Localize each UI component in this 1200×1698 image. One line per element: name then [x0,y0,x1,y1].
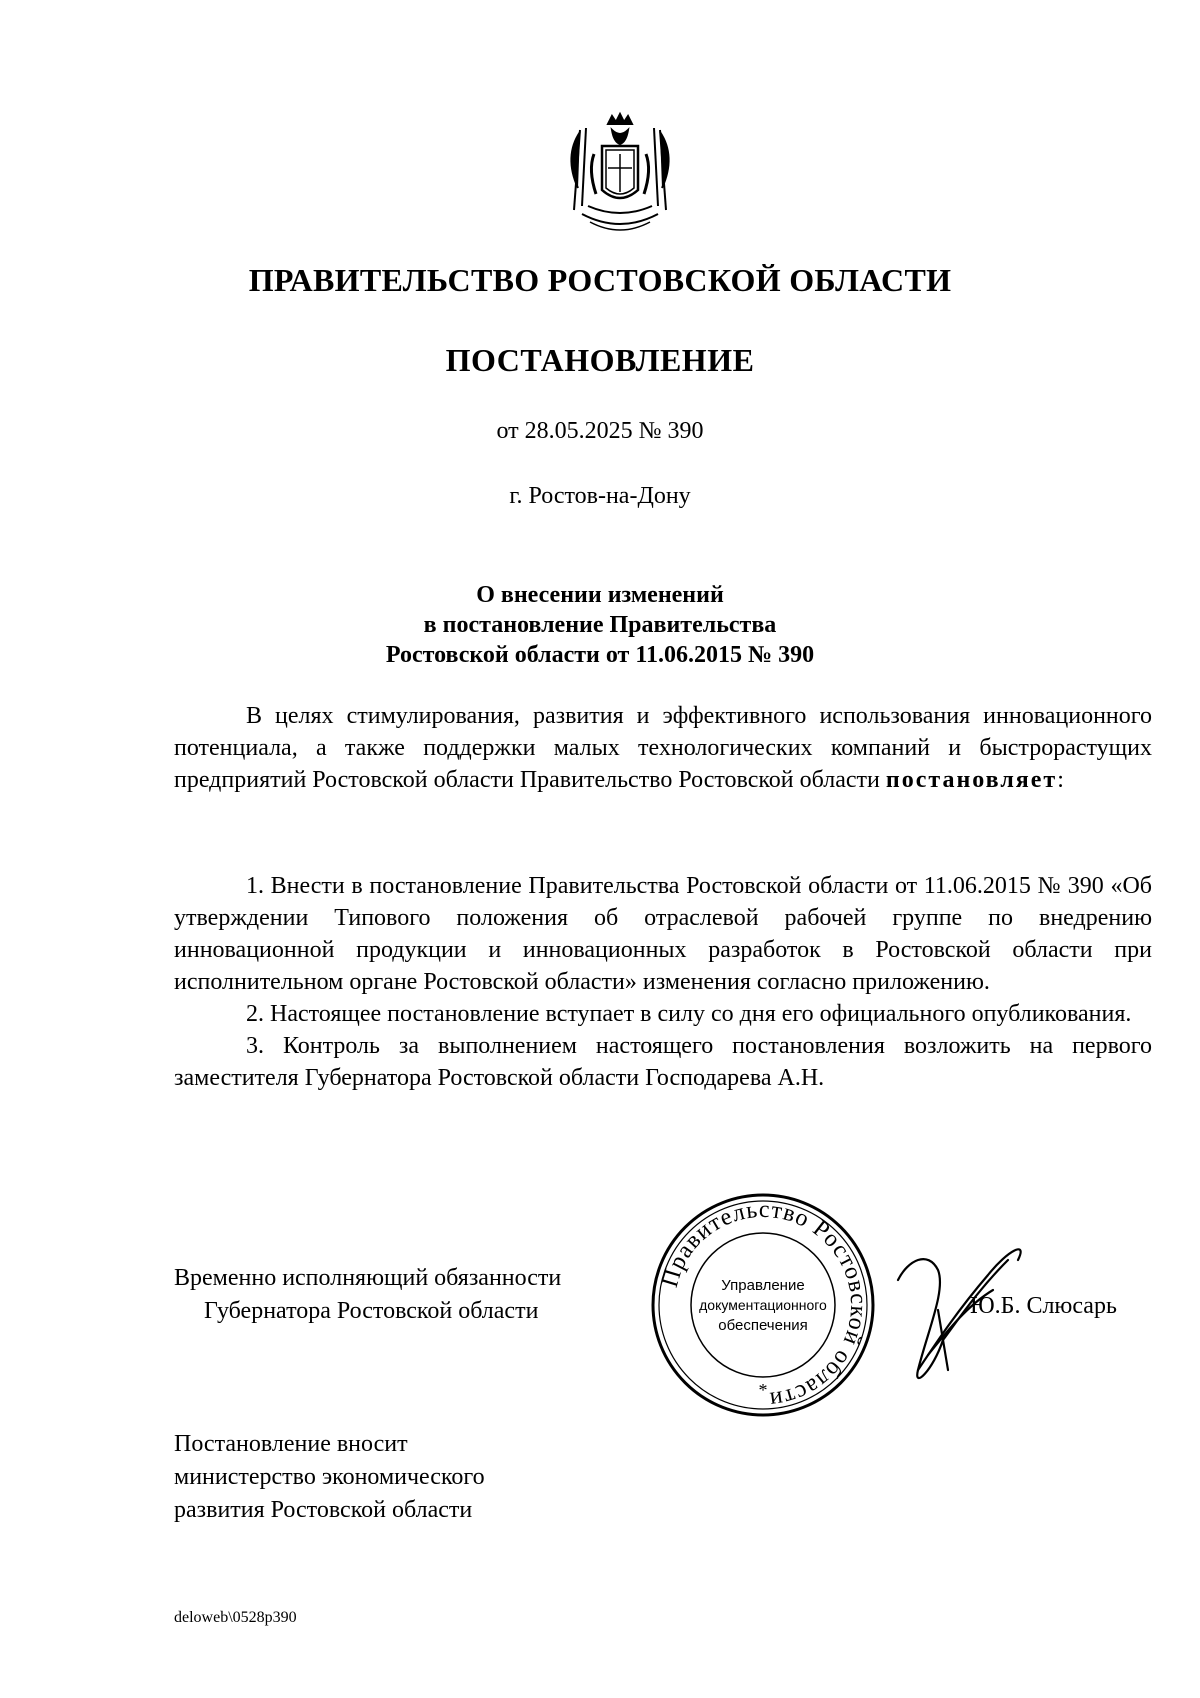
seal-outer-text: Правительство Ростовской области [656,1196,872,1413]
submitter-block [174,1428,485,1527]
submitter-line: министерство экономического [174,1464,485,1490]
seal-inner-line: обеспечения [718,1317,808,1334]
preamble-keyword: постановляет [885,767,1058,793]
document-type: ПОСТАНОВЛЕНИЕ [445,342,755,378]
seal-inner-line: Управление [721,1277,805,1294]
file-reference: deloweb\0528p390 [174,1609,297,1626]
signatory-name: Ю.Б. Слюсарь [970,1293,1117,1319]
organization-title: ПРАВИТЕЛЬСТВО РОСТОВСКОЙ ОБЛАСТИ [248,262,952,298]
document-city: г. Ростов-на-Дону [509,483,691,509]
subject-line: в постановление Правительства [423,612,777,638]
official-seal-stamp [648,1190,878,1420]
preamble-text: В целях стимулирования, развития и эффективного использования инновационного потенциала, а также поддержки малых технологических компаний и быстрорастущих предприятий Ростовской области Правительство Ростовской области [174,703,1152,793]
item-paragraph: 3. Контроль за выполнением настоящего постановления возложить на первого заместителя Губернатора Ростовской области Господарева А.Н. [174,1033,1152,1091]
position-line: Временно исполняющий обязанности [174,1265,562,1291]
preamble-paragraph [174,700,1152,796]
subject-line: О внесении изменений [476,582,724,608]
submitter-line: Постановление вносит [174,1431,408,1457]
item-paragraph: 1. Внести в постановление Правительства Ростовской области от 11.06.2015 № 390 «Об утверждении Типового положения об отраслевой рабочей группе по внедрению инновационной продукции и инновационных разработок в Ростовской области при исполнительном органе Ростовской области» изменения согласно приложению. [174,873,1152,995]
submitter-line: развития Ростовской области [174,1497,473,1523]
item-paragraph: 2. Настоящее постановление вступает в силу со дня его официального опубликования. [246,1001,1132,1027]
seal-inner-line: документационного [699,1297,827,1313]
preamble-tail: : [1057,767,1064,793]
seal-star: * [758,1380,768,1400]
items-block [174,870,1152,1094]
document-subject [0,580,1200,670]
subject-line: Ростовской области от 11.06.2015 № 390 [385,642,815,668]
preamble-block [174,700,1152,796]
position-line: Губернатора Ростовской области [204,1298,539,1324]
document-date-number: от 28.05.2025 № 390 [496,418,704,444]
coat-of-arms-emblem [560,110,680,240]
signatory-position [174,1262,561,1328]
